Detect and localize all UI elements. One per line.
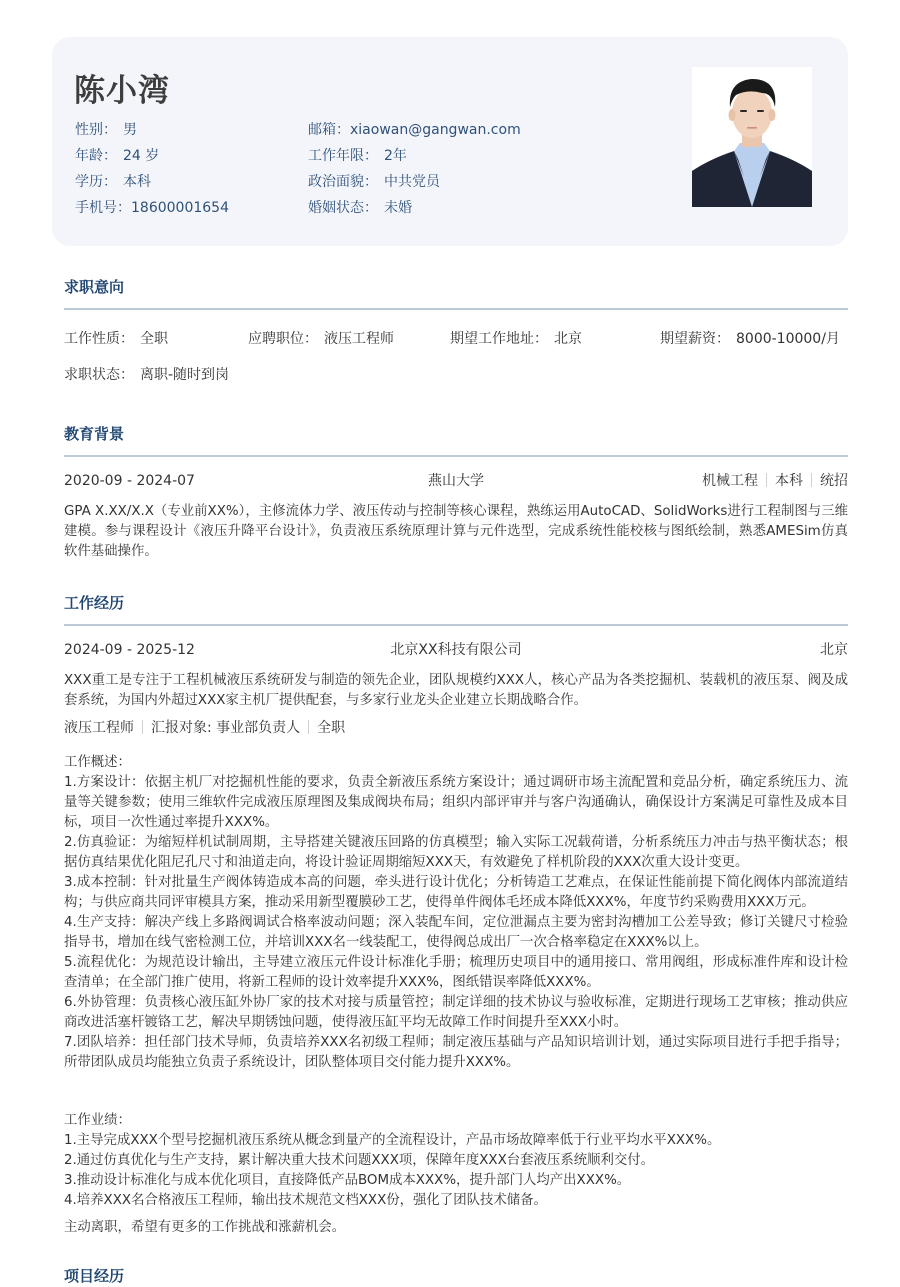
- work-meta-tags: [64, 717, 345, 739]
- education-section: [64, 423, 848, 568]
- basic-info-right: [308, 119, 521, 223]
- info-age: [75, 145, 229, 171]
- work-meta: [64, 717, 848, 739]
- overview-item: 3.成本控制：针对批量生产阀体铸造成本高的问题，牵头进行设计优化；分析铸造工艺难点，在保证性能前提下简化阀体内部流道结构；与供应商共同评审模具方案，推动采用新型覆膜砂工艺，使得单件阀体毛坯成本降低XXX%，年度节约采购费用XXX万元。: [64, 875, 848, 910]
- portrait-image-icon: [692, 67, 812, 207]
- work-date: 2024-09 - 2025-12: [64, 642, 195, 658]
- intent-label: 工作性质：: [64, 331, 134, 347]
- info-value: 男: [123, 122, 137, 138]
- achievement-item: 2.通过仿真优化与生产支持，累计解决重大技术问题XXX项，保障年度XXX台套液压系统顺利交付。: [64, 1153, 655, 1168]
- info-label: 学历：: [75, 174, 117, 190]
- work-type: 全职: [317, 720, 346, 736]
- intent-salary: [660, 328, 840, 350]
- overview-item: 7.团队培养：担任部门技术导师，负责培养XXX名初级工程师；制定液压基础与产品知识培训计划，通过实际项目进行手把手指导；所带团队成员均能独立负责子系统设计，团队整体项目交付能力提升XXX%。: [64, 1035, 848, 1070]
- education-enrollment: 统招: [820, 473, 848, 489]
- info-label: 性别：: [75, 122, 117, 138]
- work-title: 液压工程师: [64, 720, 134, 736]
- info-value: 24 岁: [123, 148, 160, 164]
- info-label: 政治面貌：: [308, 174, 378, 190]
- education-entry-header: [64, 470, 848, 492]
- info-education: [75, 171, 229, 197]
- work-section: [64, 592, 848, 1252]
- work-company: 北京XX科技有限公司: [390, 642, 522, 658]
- profile-header-card: [52, 37, 848, 246]
- section-divider: [64, 624, 848, 626]
- achievement-item: 3.推动设计标准化与成本优化项目，直接降低产品BOM成本XXX%，提升部门人均产出XXX%。: [64, 1173, 631, 1188]
- work-achievements: [64, 1111, 848, 1211]
- education-description: GPA X.XX/X.X（专业前XX%），主修流体力学、液压传动与控制等核心课程，熟练运用AutoCAD、SolidWorks进行工程制图与三维建模。参与课程设计《液压升降平台设计》，负责液压系统原理计算与元件选型，完成系统性能校核与图纸绘制，熟悉AMESim仿真软件基础操作。: [64, 504, 848, 559]
- tag-separator: [766, 473, 767, 487]
- intent-status: [64, 364, 229, 386]
- info-label: 年龄：: [75, 148, 117, 164]
- education-school: 燕山大学: [428, 473, 484, 489]
- info-value: xiaowan@gangwan.com: [350, 122, 521, 138]
- overview-item: 2.仿真验证：为缩短样机试制周期，主导搭建关键液压回路的仿真模型；输入实际工况载荷谱，分析系统压力冲击与热平衡状态；根据仿真结果优化阻尼孔尺寸和油道走向，将设计验证周期缩短XXX天，有效避免了样机阶段的XXX次重大设计变更。: [64, 835, 848, 870]
- intent-work-type: [64, 328, 168, 350]
- intent-value: 全职: [140, 331, 168, 347]
- info-value: 18600001654: [131, 200, 229, 216]
- section-divider: [64, 455, 848, 457]
- intent-value: 北京: [554, 331, 582, 347]
- overview-item: 6.外协管理：负责核心液压缸外协厂家的技术对接与质量管控；制定详细的技术协议与验收标准，定期进行现场工艺审核；推动供应商改进活塞杆镀铬工艺，解决早期锈蚀问题，使得液压缸平均无故障工作时间提升至XXX小时。: [64, 995, 848, 1030]
- intent-label: 应聘职位：: [248, 331, 318, 347]
- intent-label: 求职状态：: [64, 367, 134, 383]
- info-phone: [75, 197, 229, 223]
- candidate-name: 陈小湾: [74, 73, 170, 109]
- section-title: 工作经历: [64, 594, 125, 612]
- info-value: 中共党员: [384, 174, 440, 190]
- projects-section: [64, 1265, 848, 1287]
- intent-label: 期望工作地址：: [450, 331, 548, 347]
- overview-item: 5.流程优化：为规范设计输出，主导建立液压元件设计标准化手册；梳理历史项目中的通用接口、常用阀组，形成标准件库和设计检查清单；在全部门推广使用，将新工程师的设计效率提升XXX%，图纸错误率降低XXX%。: [64, 955, 848, 990]
- info-email: [308, 119, 521, 145]
- achievement-item: 4.培养XXX名合格液压工程师，输出技术规范文档XXX份，强化了团队技术储备。: [64, 1193, 547, 1208]
- job-intent-row-1: [64, 328, 848, 350]
- work-overview: [64, 753, 848, 1073]
- work-report-to: 汇报对象: 事业部负责人: [151, 720, 301, 736]
- section-title: 项目经历: [64, 1267, 125, 1285]
- section-divider: [64, 308, 848, 310]
- info-value: 未婚: [384, 200, 412, 216]
- info-label: 工作年限：: [308, 148, 378, 164]
- work-entry-header: [64, 639, 848, 661]
- intent-label: 期望薪资：: [660, 331, 730, 347]
- education-date: 2020-09 - 2024-07: [64, 473, 195, 489]
- info-work-years: [308, 145, 521, 171]
- basic-info-left: [75, 119, 229, 223]
- info-value: 本科: [123, 174, 151, 190]
- info-value: 2年: [384, 148, 407, 164]
- section-title: 教育背景: [64, 425, 125, 443]
- info-label: 婚姻状态：: [308, 200, 378, 216]
- overview-title: 工作概述：: [64, 755, 131, 770]
- intent-position: [248, 328, 394, 350]
- tag-separator: [811, 473, 812, 487]
- leave-reason: 主动离职，希望有更多的工作挑战和涨薪机会。: [64, 1220, 346, 1235]
- education-major: 机械工程: [702, 473, 758, 489]
- intent-value: 液压工程师: [324, 331, 394, 347]
- info-label: 手机号：: [75, 200, 131, 216]
- info-gender: [75, 119, 229, 145]
- job-intent-section: [64, 276, 848, 396]
- overview-item: 1.方案设计：依据主机厂对挖掘机性能的要求，负责全新液压系统方案设计；通过调研市场主流配置和竞品分析，确定系统压力、流量等关键参数；使用三维软件完成液压原理图及集成阀块布局；组织内部评审并与客户沟通确认，确保设计方案满足可靠性及成本目标，项目一次性通过率提升XXX%。: [64, 775, 848, 830]
- job-intent-row-2: [64, 364, 848, 386]
- overview-item: 4.生产支持：解决产线上多路阀调试合格率波动问题；深入装配车间，定位泄漏点主要为密封沟槽加工公差导致；修订关键尺寸检验指导书，增加在线气密检测工位，并培训XXX名一线装配工，使得阀总成出厂一次合格率稳定在XXX%以上。: [64, 915, 848, 950]
- company-intro: XXX重工是专注于工程机械液压系统研发与制造的领先企业，团队规模约XXX人，核心产品为各类挖掘机、装载机的液压泵、阀及成套系统，为国内外超过XXX家主机厂提供配套，与多家行业龙头企业建立长期战略合作。: [64, 673, 848, 708]
- intent-location: [450, 328, 582, 350]
- profile-photo: [692, 67, 812, 207]
- info-political-status: [308, 171, 521, 197]
- intent-value: 8000-10000/月: [736, 331, 840, 347]
- tag-separator: [308, 720, 309, 734]
- education-degree: 本科: [775, 473, 803, 489]
- achievements-title: 工作业绩：: [64, 1113, 131, 1128]
- education-tags: [702, 470, 848, 492]
- info-marital-status: [308, 197, 521, 223]
- work-location: 北京: [820, 642, 848, 658]
- achievement-item: 1.主导完成XXX个型号挖掘机液压系统从概念到量产的全流程设计，产品市场故障率低于行业平均水平XXX%。: [64, 1133, 721, 1148]
- section-title: 求职意向: [64, 278, 125, 296]
- tag-separator: [142, 720, 143, 734]
- info-label: 邮箱：: [308, 122, 350, 138]
- intent-value: 离职-随时到岗: [140, 367, 230, 383]
